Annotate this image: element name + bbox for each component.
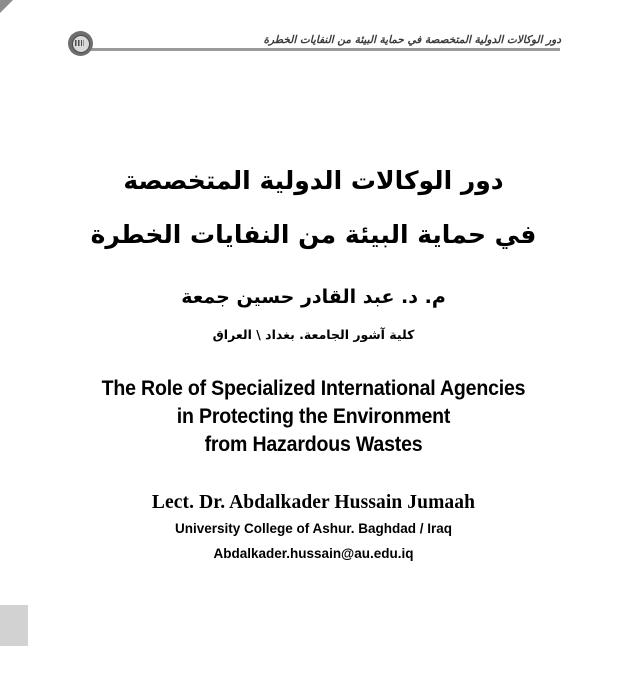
author-email: Abdalkader.hussain@au.edu.iq [213, 546, 414, 561]
english-title-line-3: from Hazardous Wastes [204, 432, 423, 456]
english-title-line-2: in Protecting the Environment [176, 404, 451, 428]
english-title-block [0, 375, 627, 459]
english-title-line-1: The Role of Specialized International Agencies [101, 377, 526, 400]
running-header-title: دور الوكالات الدولية المتخصصة في حماية البيئة من النفايات الخطرة [263, 34, 561, 46]
page-bottom-left-block-decoration [0, 605, 28, 646]
arabic-affiliation: كلية آشور الجامعة. بغداد \ العراق [212, 327, 415, 342]
header-divider-rule [85, 48, 560, 51]
english-author-name: Lect. Dr. Abdalkader Hussain Jumaah [151, 492, 476, 513]
english-affiliation: University College of Ashur. Baghdad / Iraq [174, 521, 453, 536]
arabic-title-line-2: في حماية البيئة من النفايات الخطرة [90, 220, 537, 249]
running-header [0, 28, 627, 62]
journal-logo-icon [68, 31, 93, 56]
arabic-title-line-1: دور الوكالات الدولية المتخصصة [123, 166, 504, 195]
page-corner-fold-decoration [0, 0, 13, 13]
arabic-author-name: م. د. عبد القادر حسين جمعة [181, 286, 446, 308]
journal-logo-inner-glyph [72, 35, 90, 53]
